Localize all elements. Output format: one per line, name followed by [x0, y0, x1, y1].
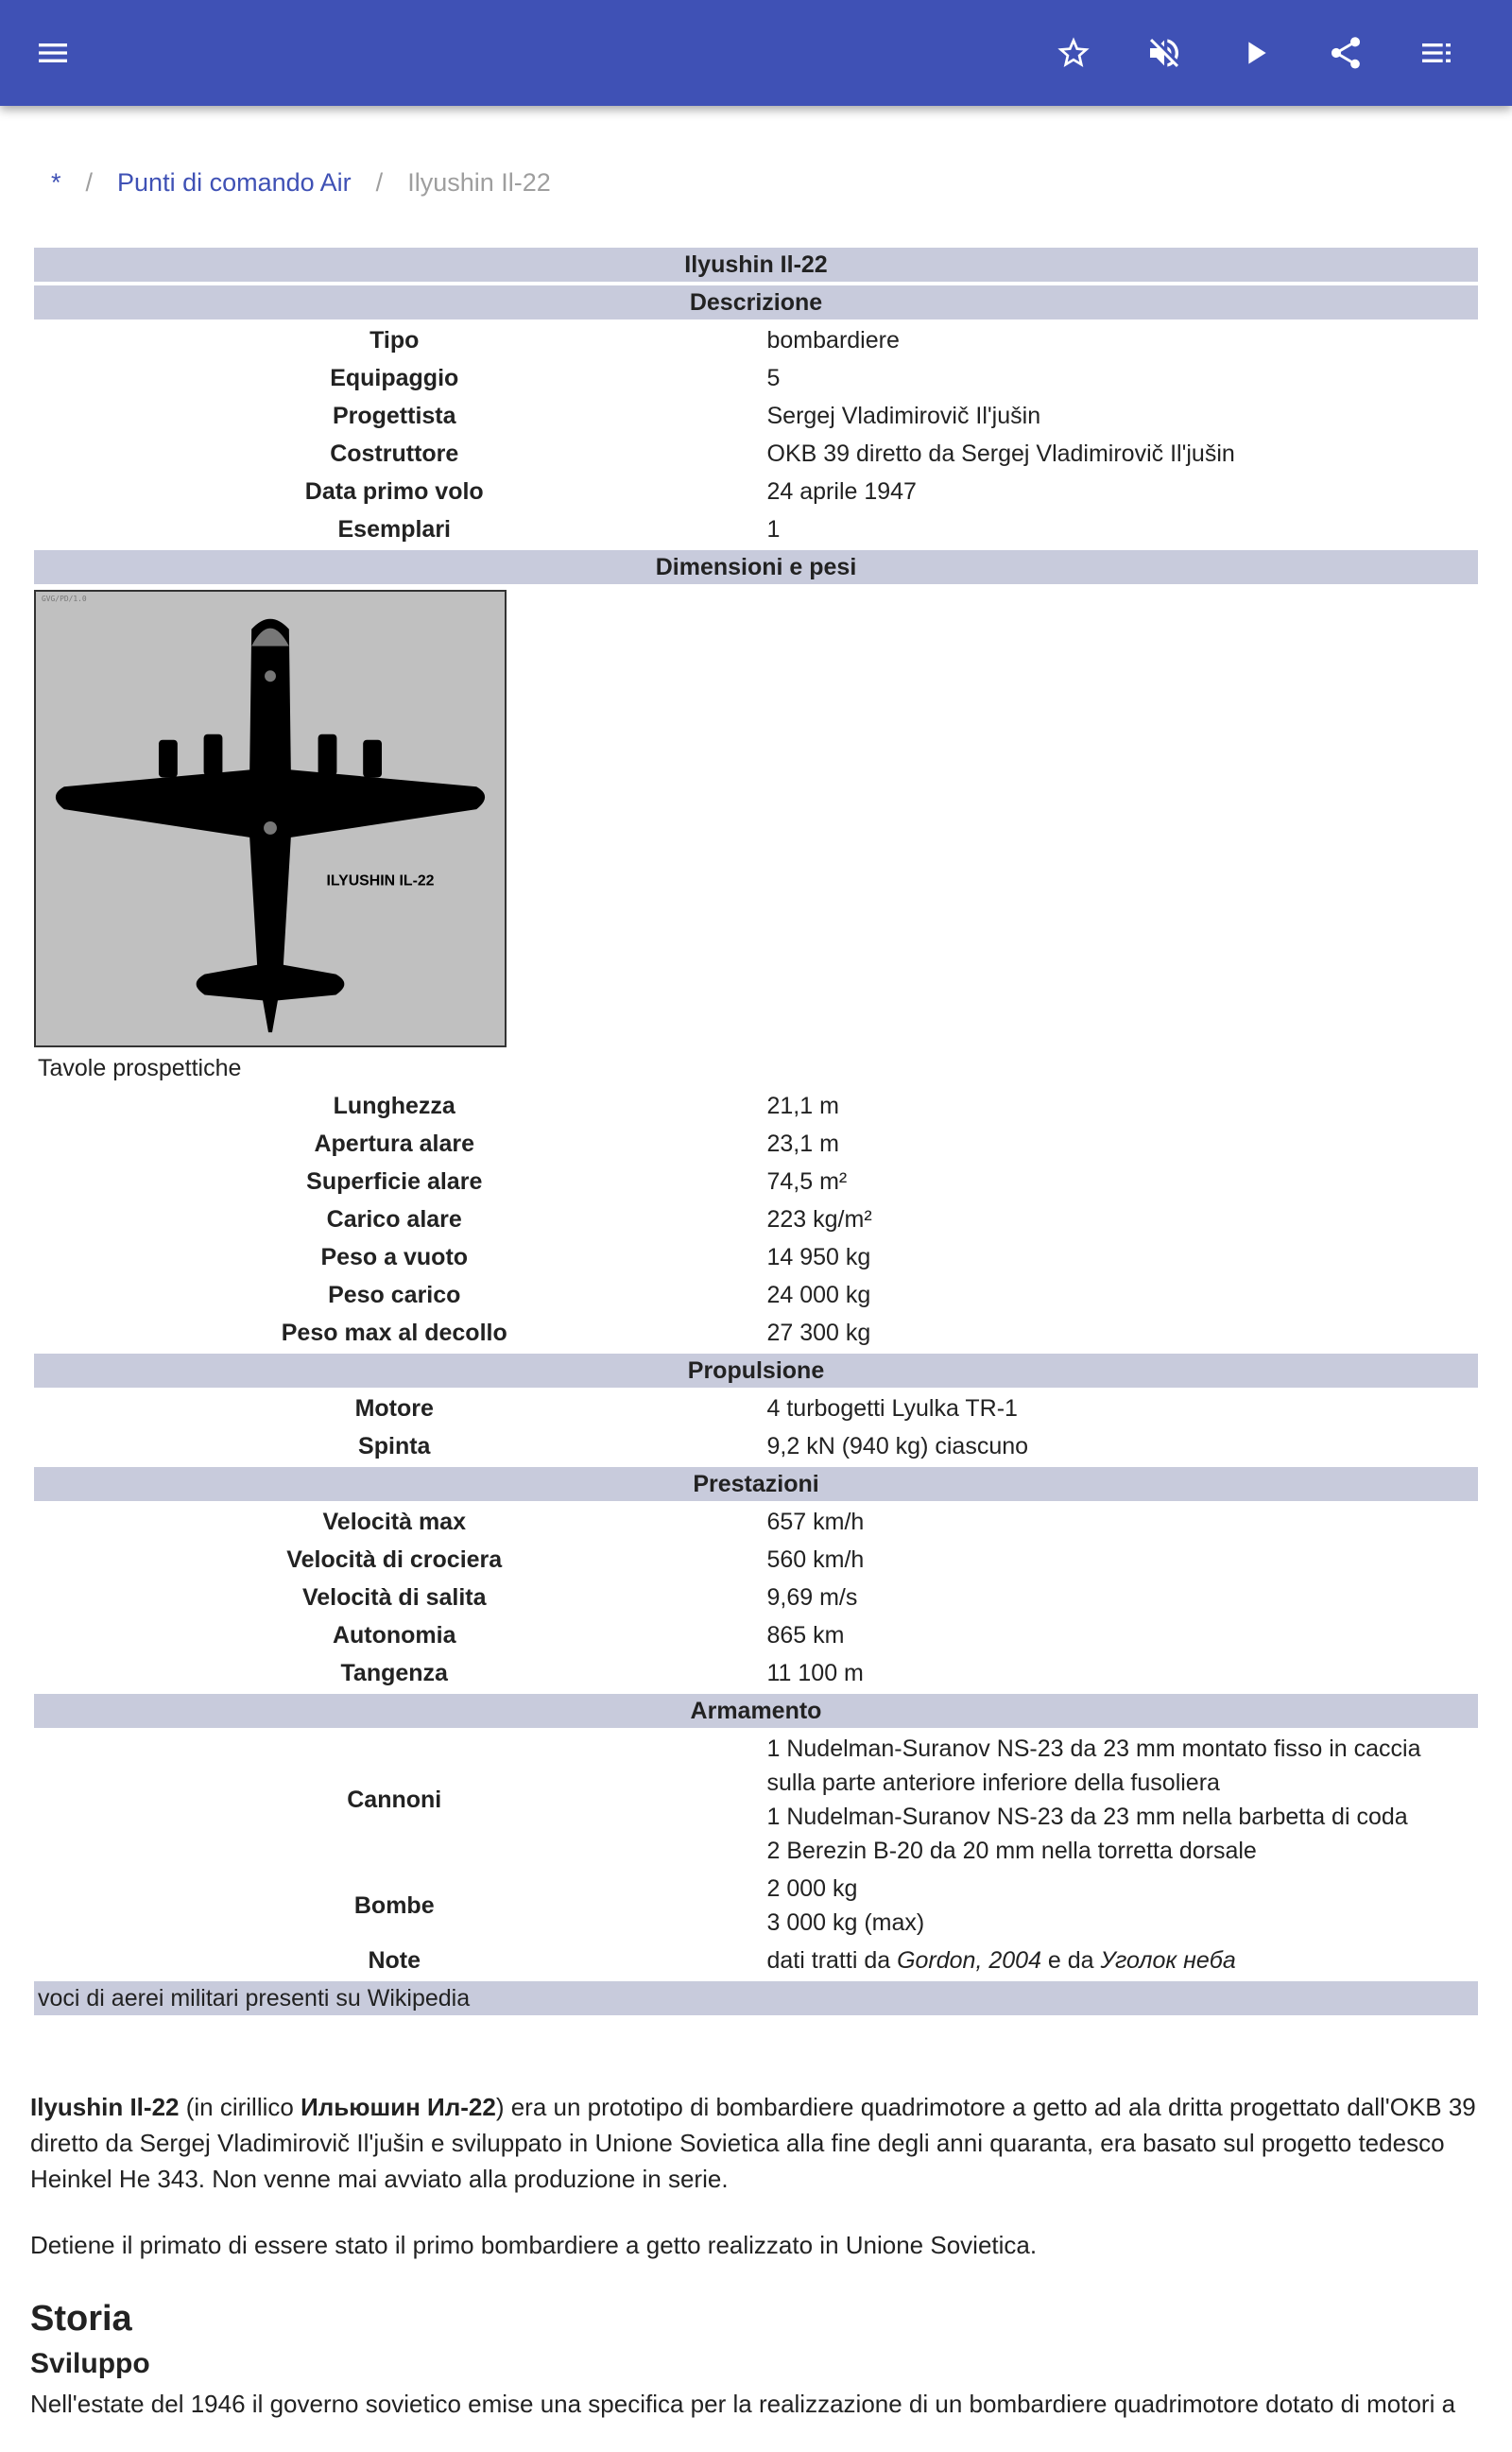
infobox-row: [34, 512, 1478, 546]
infobox-row: [34, 1618, 1478, 1652]
row-label: Esemplari: [337, 516, 451, 543]
row-label: Velocità di crociera: [286, 1546, 503, 1573]
cannon-line: 1 Nudelman-Suranov NS-23 da 23 mm nella barbetta di coda: [766, 1804, 1408, 1830]
aircraft-drawing[interactable]: [34, 590, 507, 1047]
row-label: Costruttore: [330, 440, 459, 467]
row-value: Sergej Vladimirovič Il'jušin: [766, 403, 1041, 429]
row-value: 24 000 kg: [766, 1282, 871, 1308]
row-label: Velocità max: [322, 1509, 466, 1535]
row-value: OKB 39 diretto da Sergej Vladimirovič Il'jušin: [766, 440, 1235, 467]
row-label: Apertura alare: [314, 1131, 475, 1157]
row-label: Tangenza: [340, 1660, 448, 1686]
infobox-row: [34, 475, 1478, 509]
row-value: bombardiere: [766, 327, 900, 354]
note-source[interactable]: Уголок неба: [1100, 1947, 1236, 1974]
infobox-title: Ilyushin Il-22: [34, 248, 1478, 282]
row-value: 4 turbogetti Lyulka TR-1: [766, 1395, 1018, 1422]
row-value: 560 km/h: [766, 1546, 865, 1573]
paragraph: Nell'estate del 1946 il governo sovietico emise una specifica per la realizzazione di un bombardiere quadrimotore dotato di motori a: [30, 2390, 1456, 2418]
row-value: [758, 1872, 1479, 1940]
infobox-row: [34, 437, 1478, 471]
row-value: 9,2 kN (940 kg) ciascuno: [766, 1433, 1029, 1459]
row-value: 24 aprile 1947: [766, 478, 917, 505]
row-value: 9,69 m/s: [766, 1584, 858, 1611]
infobox-row: [34, 361, 1478, 395]
row-value: 865 km: [766, 1622, 845, 1649]
row-label: Cannoni: [347, 1787, 442, 1813]
infobox-row: [34, 1316, 1478, 1350]
row-value: 1: [766, 516, 781, 543]
row-value: [758, 1732, 1479, 1868]
row-label: Bombe: [353, 1892, 435, 1919]
bomb-line: 3 000 kg (max): [766, 1909, 925, 1936]
paragraph: Detiene il primato di essere stato il primo bombardiere a getto realizzato in Unione Sovietica.: [30, 2231, 1038, 2259]
breadcrumb-current: Ilyushin Il-22: [407, 168, 551, 197]
infobox-row: [34, 1391, 1478, 1425]
row-label: Autonomia: [332, 1622, 456, 1649]
intro-paragraph: [30, 2089, 1486, 2197]
row-label: Peso a vuoto: [320, 1244, 469, 1270]
breadcrumb-section[interactable]: Punti di comando Air: [117, 168, 352, 197]
infobox-row: [34, 1127, 1478, 1161]
list-icon[interactable]: [1414, 30, 1459, 76]
play-icon[interactable]: [1232, 30, 1278, 76]
row-value: 21,1 m: [766, 1093, 839, 1119]
row-value: 5: [766, 365, 781, 391]
mute-icon[interactable]: [1142, 30, 1187, 76]
breadcrumb: [51, 168, 551, 198]
row-label: Velocità di salita: [301, 1584, 487, 1611]
row-value: 657 km/h: [766, 1509, 865, 1535]
infobox-row: [34, 1240, 1478, 1274]
row-label: Note: [368, 1947, 421, 1974]
bold-term: Ильюшин Ил-22: [301, 2093, 496, 2121]
section-header: Armamento: [34, 1694, 1478, 1728]
row-value: 14 950 kg: [766, 1244, 871, 1270]
breadcrumb-separator: /: [375, 168, 384, 197]
note-text: dati tratti da: [766, 1947, 898, 1974]
section-header: Prestazioni: [34, 1467, 1478, 1501]
row-label: Tipo: [369, 327, 420, 354]
image-tag: GVG/PD/1.0: [42, 594, 87, 603]
breadcrumb-home[interactable]: *: [51, 168, 61, 197]
infobox-row: [34, 1202, 1478, 1236]
row-value: 27 300 kg: [766, 1320, 871, 1346]
infobox-row: [34, 1278, 1478, 1312]
infobox-row: [34, 1656, 1478, 1690]
note-source[interactable]: Gordon, 2004: [897, 1947, 1041, 1974]
infobox: [31, 244, 1481, 2019]
row-label: Lunghezza: [333, 1093, 455, 1119]
cannon-line: 2 Berezin B-20 da 20 mm nella torretta dorsale: [766, 1838, 1257, 1864]
image-label: ILYUSHIN IL-22: [326, 872, 435, 889]
section-header: Propulsione: [34, 1354, 1478, 1388]
row-value: [758, 1943, 1479, 1977]
section-heading: Storia: [30, 2299, 132, 2339]
infobox-row: [34, 1943, 1478, 1977]
section-header: Dimensioni e pesi: [34, 550, 1478, 584]
share-icon[interactable]: [1323, 30, 1368, 76]
bold-term: Ilyushin Il-22: [30, 2093, 180, 2121]
image-caption: Tavole prospettiche: [38, 1055, 242, 1081]
section-header: Descrizione: [34, 285, 1478, 319]
infobox-row: [34, 1165, 1478, 1199]
infobox-row: [34, 323, 1478, 357]
infobox-row: [34, 1505, 1478, 1539]
row-label: Motore: [354, 1395, 434, 1422]
subsection-heading: Sviluppo: [30, 2348, 150, 2379]
infobox-row: [34, 1580, 1478, 1615]
row-label: Peso max al decollo: [281, 1320, 507, 1346]
row-label: Peso carico: [328, 1282, 461, 1308]
infobox-footer[interactable]: voci di aerei militari presenti su Wikipedia: [34, 1981, 1478, 2015]
row-label: Spinta: [358, 1433, 431, 1459]
infobox-row: [34, 399, 1478, 433]
menu-icon[interactable]: [30, 30, 76, 76]
row-value: 223 kg/m²: [766, 1206, 872, 1233]
cannon-line: 1 Nudelman-Suranov NS-23 da 23 mm montato fisso in caccia sulla parte anteriore inferiore della fusoliera: [766, 1735, 1421, 1796]
article-body: [30, 2089, 1486, 2452]
text: (in cirillico: [179, 2093, 301, 2121]
row-label: Data primo volo: [304, 478, 484, 505]
app-bar: [0, 0, 1512, 106]
note-text: e da: [1040, 1947, 1101, 1974]
breadcrumb-separator: /: [85, 168, 94, 197]
row-value: 74,5 m²: [766, 1168, 848, 1195]
infobox-row: [34, 1872, 1478, 1940]
row-label: Equipaggio: [330, 365, 459, 391]
star-icon[interactable]: [1051, 30, 1096, 76]
bomb-line: 2 000 kg: [766, 1875, 858, 1902]
row-value: 23,1 m: [766, 1131, 839, 1157]
row-label: Progettista: [332, 403, 456, 429]
infobox-row: [34, 1732, 1478, 1868]
infobox-row: [34, 1429, 1478, 1463]
row-label: Superficie alare: [306, 1168, 483, 1195]
row-value: 11 100 m: [766, 1660, 864, 1686]
text: ) era un prototipo di bombardiere quadrimotore a getto ad ala dritta progettato dall'OKB 39 diretto da Sergej Vladimirovič Il'jušin e sviluppato in Unione Sovietica alla fine degli anni quaranta, era basato sul progetto tedesco Heinkel He 343. Non venne mai avviato alla produzione in serie.: [30, 2093, 1476, 2193]
infobox-row: [34, 1543, 1478, 1577]
infobox-row: [34, 1089, 1478, 1123]
row-label: Carico alare: [326, 1206, 462, 1233]
